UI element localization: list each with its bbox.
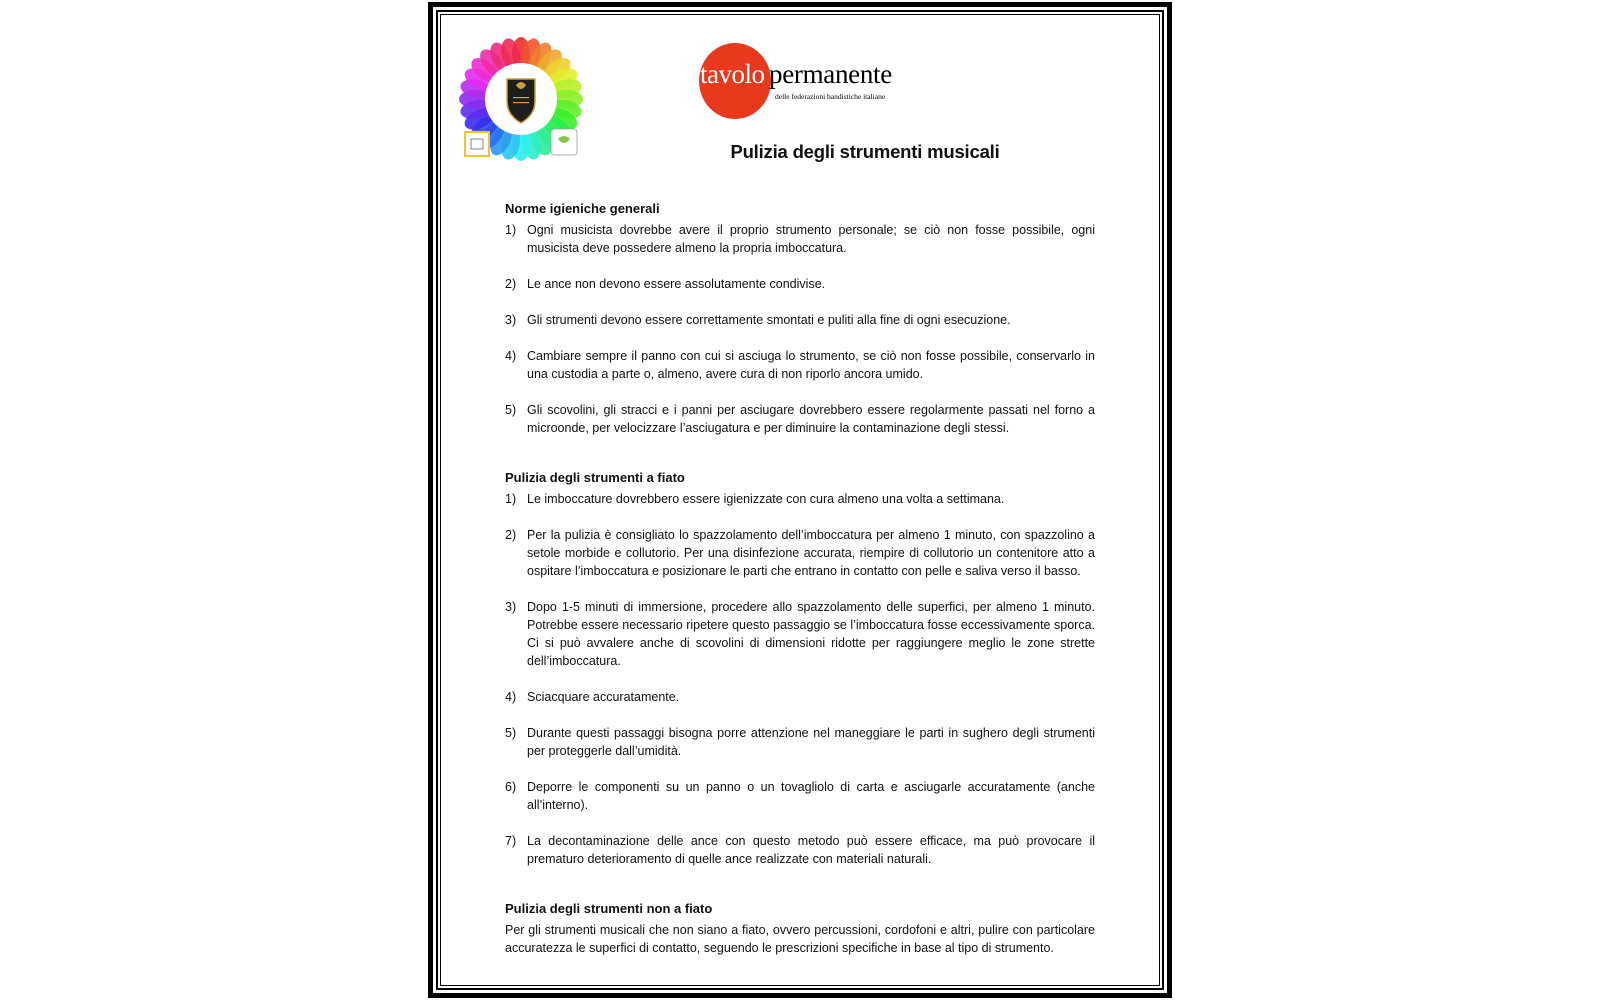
list-item-number: 2) [505,277,517,291]
list-item [505,832,1095,868]
list-item-number: 5) [505,726,517,740]
section-strumenti-a-fiato [505,469,1095,868]
list-item-text: Gli scovolini, gli stracci e i panni per asciugare dovrebbero essere regolarmente passati nel forno a microonde, per velocizzare l’asciugatura e per diminuire la contaminazione degli stessi. [527,403,1095,435]
document-page [428,2,1172,998]
list-item-text: La decontaminazione delle ance con questo metodo può essere efficace, ma può provocare il prematuro deterioramento di quelle ance realizzate con materiali naturali. [527,834,1095,866]
list-item-text: Le ance non devono essere assolutamente condivise. [527,277,826,291]
list-item-number: 7) [505,834,517,848]
list-item-number: 3) [505,600,517,614]
tavolo-logo-word-right: permanente [769,59,892,89]
list-item [505,347,1095,383]
list-item [505,401,1095,437]
list-item [505,598,1095,670]
list-item [505,221,1095,257]
tavolo-logo-subtitle: delle federazioni bandistiche italiane [775,92,886,101]
list-item-text: Le imboccature dovrebbero essere igienizzate con cura almeno una volta a settimana. [527,492,1005,506]
list-item [505,724,1095,760]
list-item-text: Gli strumenti devono essere correttamente smontati e puliti alla fine di ogni esecuzione. [527,313,1011,327]
section-title: Norme igieniche generali [505,201,660,216]
list-item-text: Ogni musicista dovrebbe avere il proprio strumento personale; se ciò non fosse possibile, ogni musicista deve possedere almeno la propria imboccatura. [527,223,1095,255]
list-item-text: Per la pulizia è consigliato lo spazzolamento dell’imboccatura per almeno 1 minuto, con spazzolino a setole morbide e collutorio. Per una disinfezione accurata, riempire di collutorio un contenitore atto a ospitare l’imboccatura e posizionare le parti che entrano in contatto con pelle e saliva verso il basso. [527,528,1095,578]
tavolo-logo-word-left: tavolo [700,59,765,89]
tavolo-permanente-logo [699,35,919,121]
list-item-text: Dopo 1-5 minuti di immersione, procedere allo spazzolamento delle superfici, per almeno 1 minuto. Potrebbe essere necessario ripetere questo passaggio se l’imboccatura fosse eccessivamente sporca. Ci si può avvalere anche di scovolini di dimensioni ridotte per raggiungere meglio le zone strette dell’imboccatura. [527,600,1095,668]
numbered-list [505,221,1095,437]
list-item [505,275,1095,293]
list-item [505,778,1095,814]
section-title: Pulizia degli strumenti non a fiato [505,901,713,916]
numbered-list [505,490,1095,868]
list-item [505,688,1095,706]
list-item-text: Deporre le componenti su un panno o un tovagliolo di carta e asciugarle accuratamente (anche all’interno). [527,780,1095,812]
list-item-number: 3) [505,313,517,327]
list-item-number: 2) [505,528,517,542]
list-item-number: 4) [505,690,517,704]
document-title: Pulizia degli strumenti musicali [730,141,1000,162]
list-item-text: Cambiare sempre il panno con cui si asciuga lo strumento, se ciò non fosse possibile, conservarlo in una custodia a parte o, almeno, avere cura di non riporlo ancora umido. [527,349,1095,381]
list-item-number: 1) [505,492,517,506]
page-content-area [440,14,1160,986]
page-border-thick [436,10,1164,990]
list-item-number: 4) [505,349,517,363]
document-body [505,200,1095,957]
list-item-text: Sciacquare accuratamente. [527,690,680,704]
list-item [505,490,1095,508]
list-item-text: Durante questi passaggi bisogna porre attenzione nel maneggiare le parti in sughero degli strumenti per proteggerle dall’umidità. [527,726,1095,758]
section-paragraph: Per gli strumenti musicali che non siano a fiato, ovvero percussioni, cordofoni e altri, pulire con particolare accuratezza le superfici di contatto, seguendo le prescrizioni specifiche in base al tipo di strumento. [505,923,1095,955]
list-item-number: 1) [505,223,517,237]
list-item-number: 5) [505,403,517,417]
section-norme-igieniche [505,200,1095,437]
section-title: Pulizia degli strumenti a fiato [505,470,685,485]
list-item [505,311,1095,329]
list-item-number: 6) [505,780,517,794]
list-item [505,526,1095,580]
page-border-white [433,7,1167,993]
section-strumenti-non-a-fiato [505,900,1095,957]
